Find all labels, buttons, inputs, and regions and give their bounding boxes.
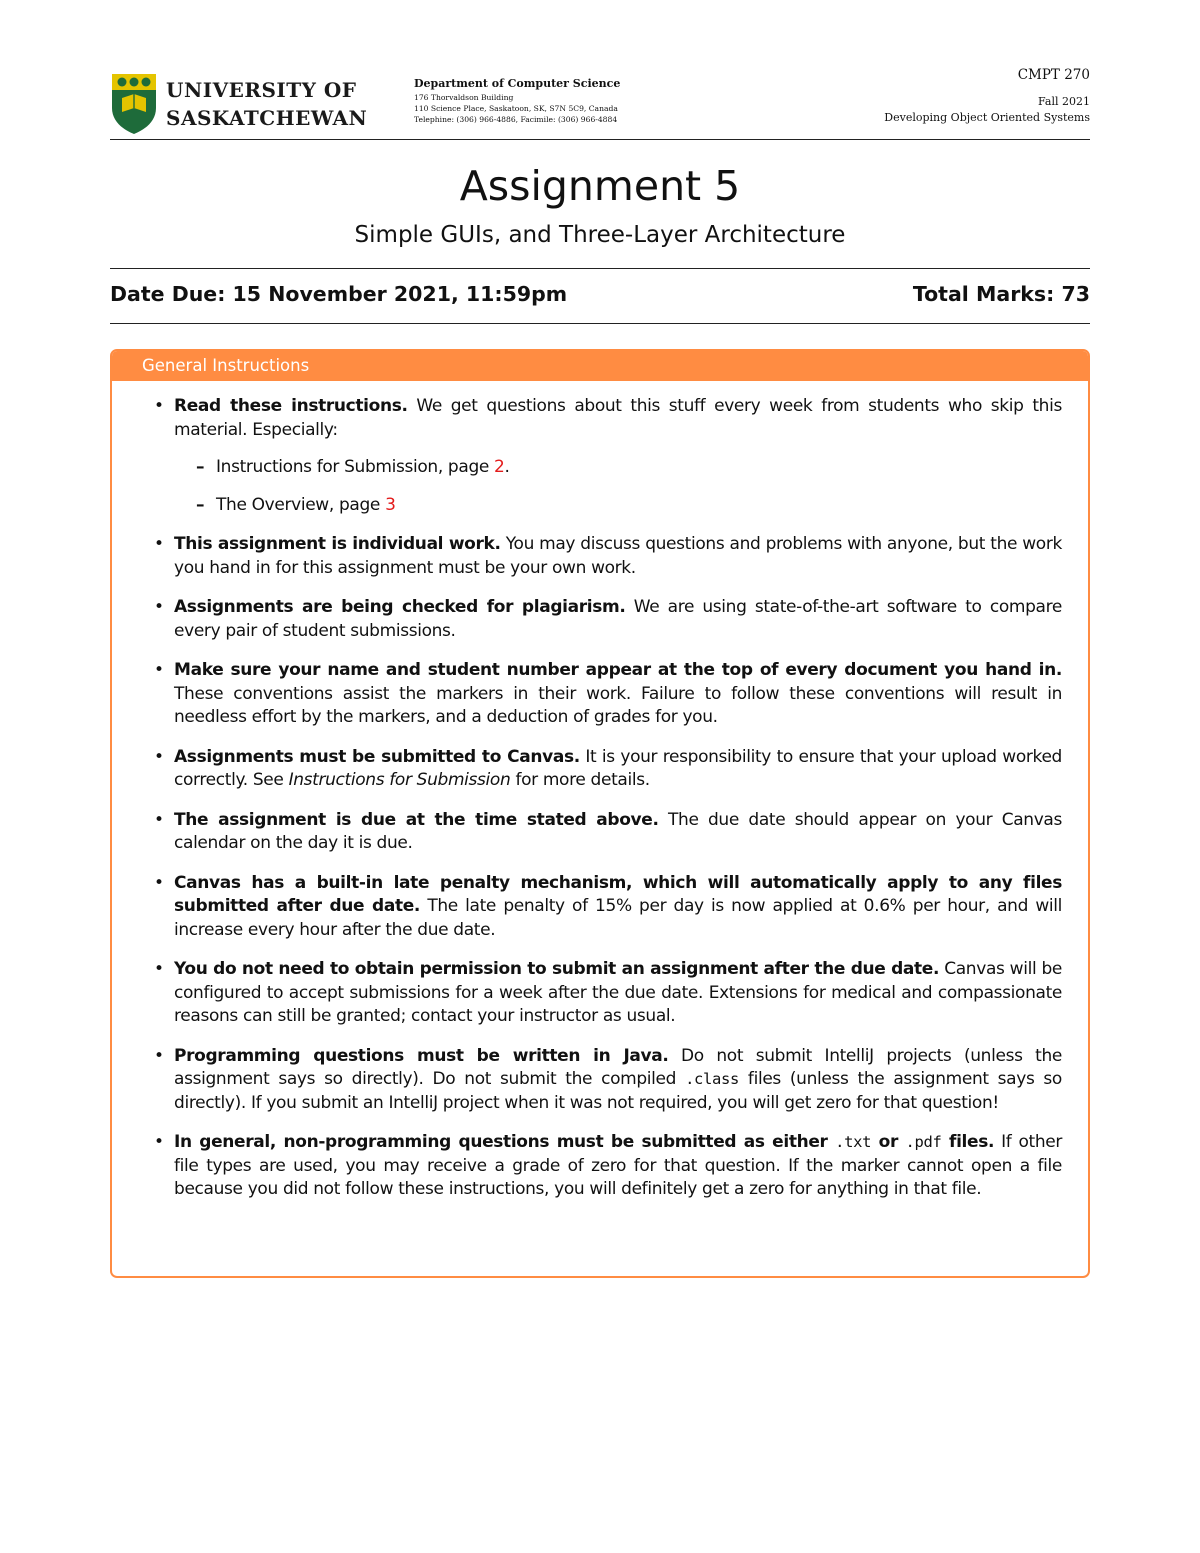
total-marks: Total Marks: 73 [912, 282, 1090, 306]
department-name: Department of Computer Science [414, 77, 621, 90]
sub-item-text: The Overview, page [216, 494, 386, 515]
item-text: Canvas will be configured to accept submissions for a week after the due date. Extensions for medical and compassionate reasons can still be granted; contact your instructor as usual. [174, 959, 1062, 1026]
due-divider [110, 323, 1090, 324]
list-item [154, 958, 1062, 1029]
item-text: We are using state-of-the-art software to compare every pair of student submissions. [174, 597, 1062, 641]
item-bold: Read these instructions. [174, 396, 408, 416]
bullet-icon: • [154, 534, 164, 554]
instructions-heading: General Instructions [112, 351, 1088, 381]
address-line-1: 176 Thorvaldson Building [414, 93, 514, 102]
bullet-icon: • [154, 959, 164, 979]
item-bold: files. [941, 1132, 995, 1152]
bullet-icon: • [154, 809, 164, 830]
sub-list-item [196, 456, 1062, 480]
page-title: Assignment 5 [459, 162, 741, 210]
course-info [884, 66, 1090, 126]
item-code: .txt [835, 1133, 872, 1151]
item-bold: The assignment is due at the time stated above. [174, 809, 659, 830]
list-item [154, 1045, 1062, 1116]
university-shield-icon [110, 72, 158, 136]
item-text: If other file types are used, you may receive a grade of zero for that question. If the marker cannot open a file because you did not follow these instructions, you will definitely get a zero for anything in that file. [174, 1132, 1062, 1199]
due-date: Date Due: 15 November 2021, 11:59pm [110, 282, 568, 306]
item-bold: Assignments are being checked for plagiarism. [174, 597, 626, 617]
item-bold: or [871, 1132, 906, 1152]
item-bold: Programming questions must be written in Java. [174, 1045, 669, 1066]
item-text: You may discuss questions and problems with anyone, but the work you hand in for this assignment must be your own work. [174, 534, 1062, 578]
list-item [154, 395, 1062, 517]
university-name-line1: UNIVERSITY OF [166, 78, 357, 102]
item-text: The due date should appear on your Canvas calendar on the day it is due. [174, 809, 1062, 853]
item-text: The late penalty of 15% per day is now applied at 0.6% per hour, and will increase every hour after the due date. [174, 896, 1062, 940]
item-bold: Make sure your name and student number appear at the top of every document you hand in. [174, 660, 1062, 680]
bullet-icon: • [154, 1045, 164, 1066]
list-item [154, 533, 1062, 580]
item-code: .class [685, 1070, 739, 1088]
sub-list-item [196, 494, 1062, 518]
bullet-icon: • [154, 597, 164, 617]
bullet-icon: • [154, 872, 164, 893]
list-item [154, 1131, 1062, 1202]
course-name: Developing Object Oriented Systems [884, 111, 1090, 124]
item-text: Do not submit IntelliJ projects (unless the assignment says so directly). Do not submit the compiled [174, 1045, 1062, 1089]
bullet-icon: • [154, 396, 164, 416]
list-item [154, 596, 1062, 643]
department-info [414, 76, 620, 125]
item-bold: You do not need to obtain permission to submit an assignment after the due date. [174, 959, 940, 979]
sub-item-after: . [504, 457, 510, 477]
item-text: These conventions assist the markers in their work. Failure to follow these conventions will result in needless effort by the markers, and a deduction of grades for you. [174, 683, 1062, 727]
page-subtitle: Simple GUIs, and Three-Layer Architecture [354, 222, 846, 248]
university-name-line2: SASKATCHEWAN [166, 106, 368, 130]
general-instructions-box [110, 349, 1090, 1278]
list-item [154, 809, 1062, 856]
university-logo [110, 72, 385, 136]
course-term: Fall 2021 [1038, 95, 1090, 108]
list-item [154, 659, 1062, 730]
header-divider [110, 139, 1090, 140]
item-bold: This assignment is individual work. [174, 534, 501, 554]
course-code: CMPT 270 [1017, 67, 1090, 83]
bullet-icon: • [154, 746, 164, 767]
page-reference-link[interactable]: 2 [494, 457, 505, 477]
address-line-2: 110 Science Place, Saskatoon, SK, S7N 5C9, Canada [414, 104, 618, 113]
item-bold: Assignments must be submitted to Canvas. [174, 746, 580, 767]
list-item [154, 746, 1062, 793]
page-header [110, 66, 1090, 138]
bullet-icon: • [154, 1132, 164, 1152]
university-name [166, 76, 367, 132]
item-bold: In general, non-programming questions must be submitted as either [174, 1132, 836, 1152]
bullet-icon: • [154, 660, 164, 680]
sub-item-text: Instructions for Submission, page [216, 457, 495, 477]
item-code: .pdf [905, 1133, 942, 1151]
instructions-list [112, 381, 1088, 1202]
title-divider [110, 268, 1090, 269]
address-line-3: Telephine: (306) 966-4886, Facimile: (306) 966-4884 [414, 115, 618, 124]
page-reference-link[interactable]: 3 [385, 494, 396, 515]
dash-icon: – [196, 494, 205, 515]
item-text: It is your responsibility to ensure that your upload worked correctly. See [174, 746, 1062, 790]
item-italic: Instructions for Submission [288, 770, 511, 790]
item-bold: Canvas has a built-in late penalty mechanism, which will automatically apply to any files submitted after due date. [174, 872, 1062, 916]
list-item [154, 872, 1062, 943]
item-text: We get questions about this stuff every week from students who skip this material. Especially: [174, 396, 1062, 440]
item-text: for more details. [510, 770, 650, 790]
item-text: files (unless the assignment says so directly). If you submit an IntelliJ project when it was not required, you will get zero for that question! [174, 1069, 1062, 1113]
dash-icon: – [196, 457, 205, 477]
